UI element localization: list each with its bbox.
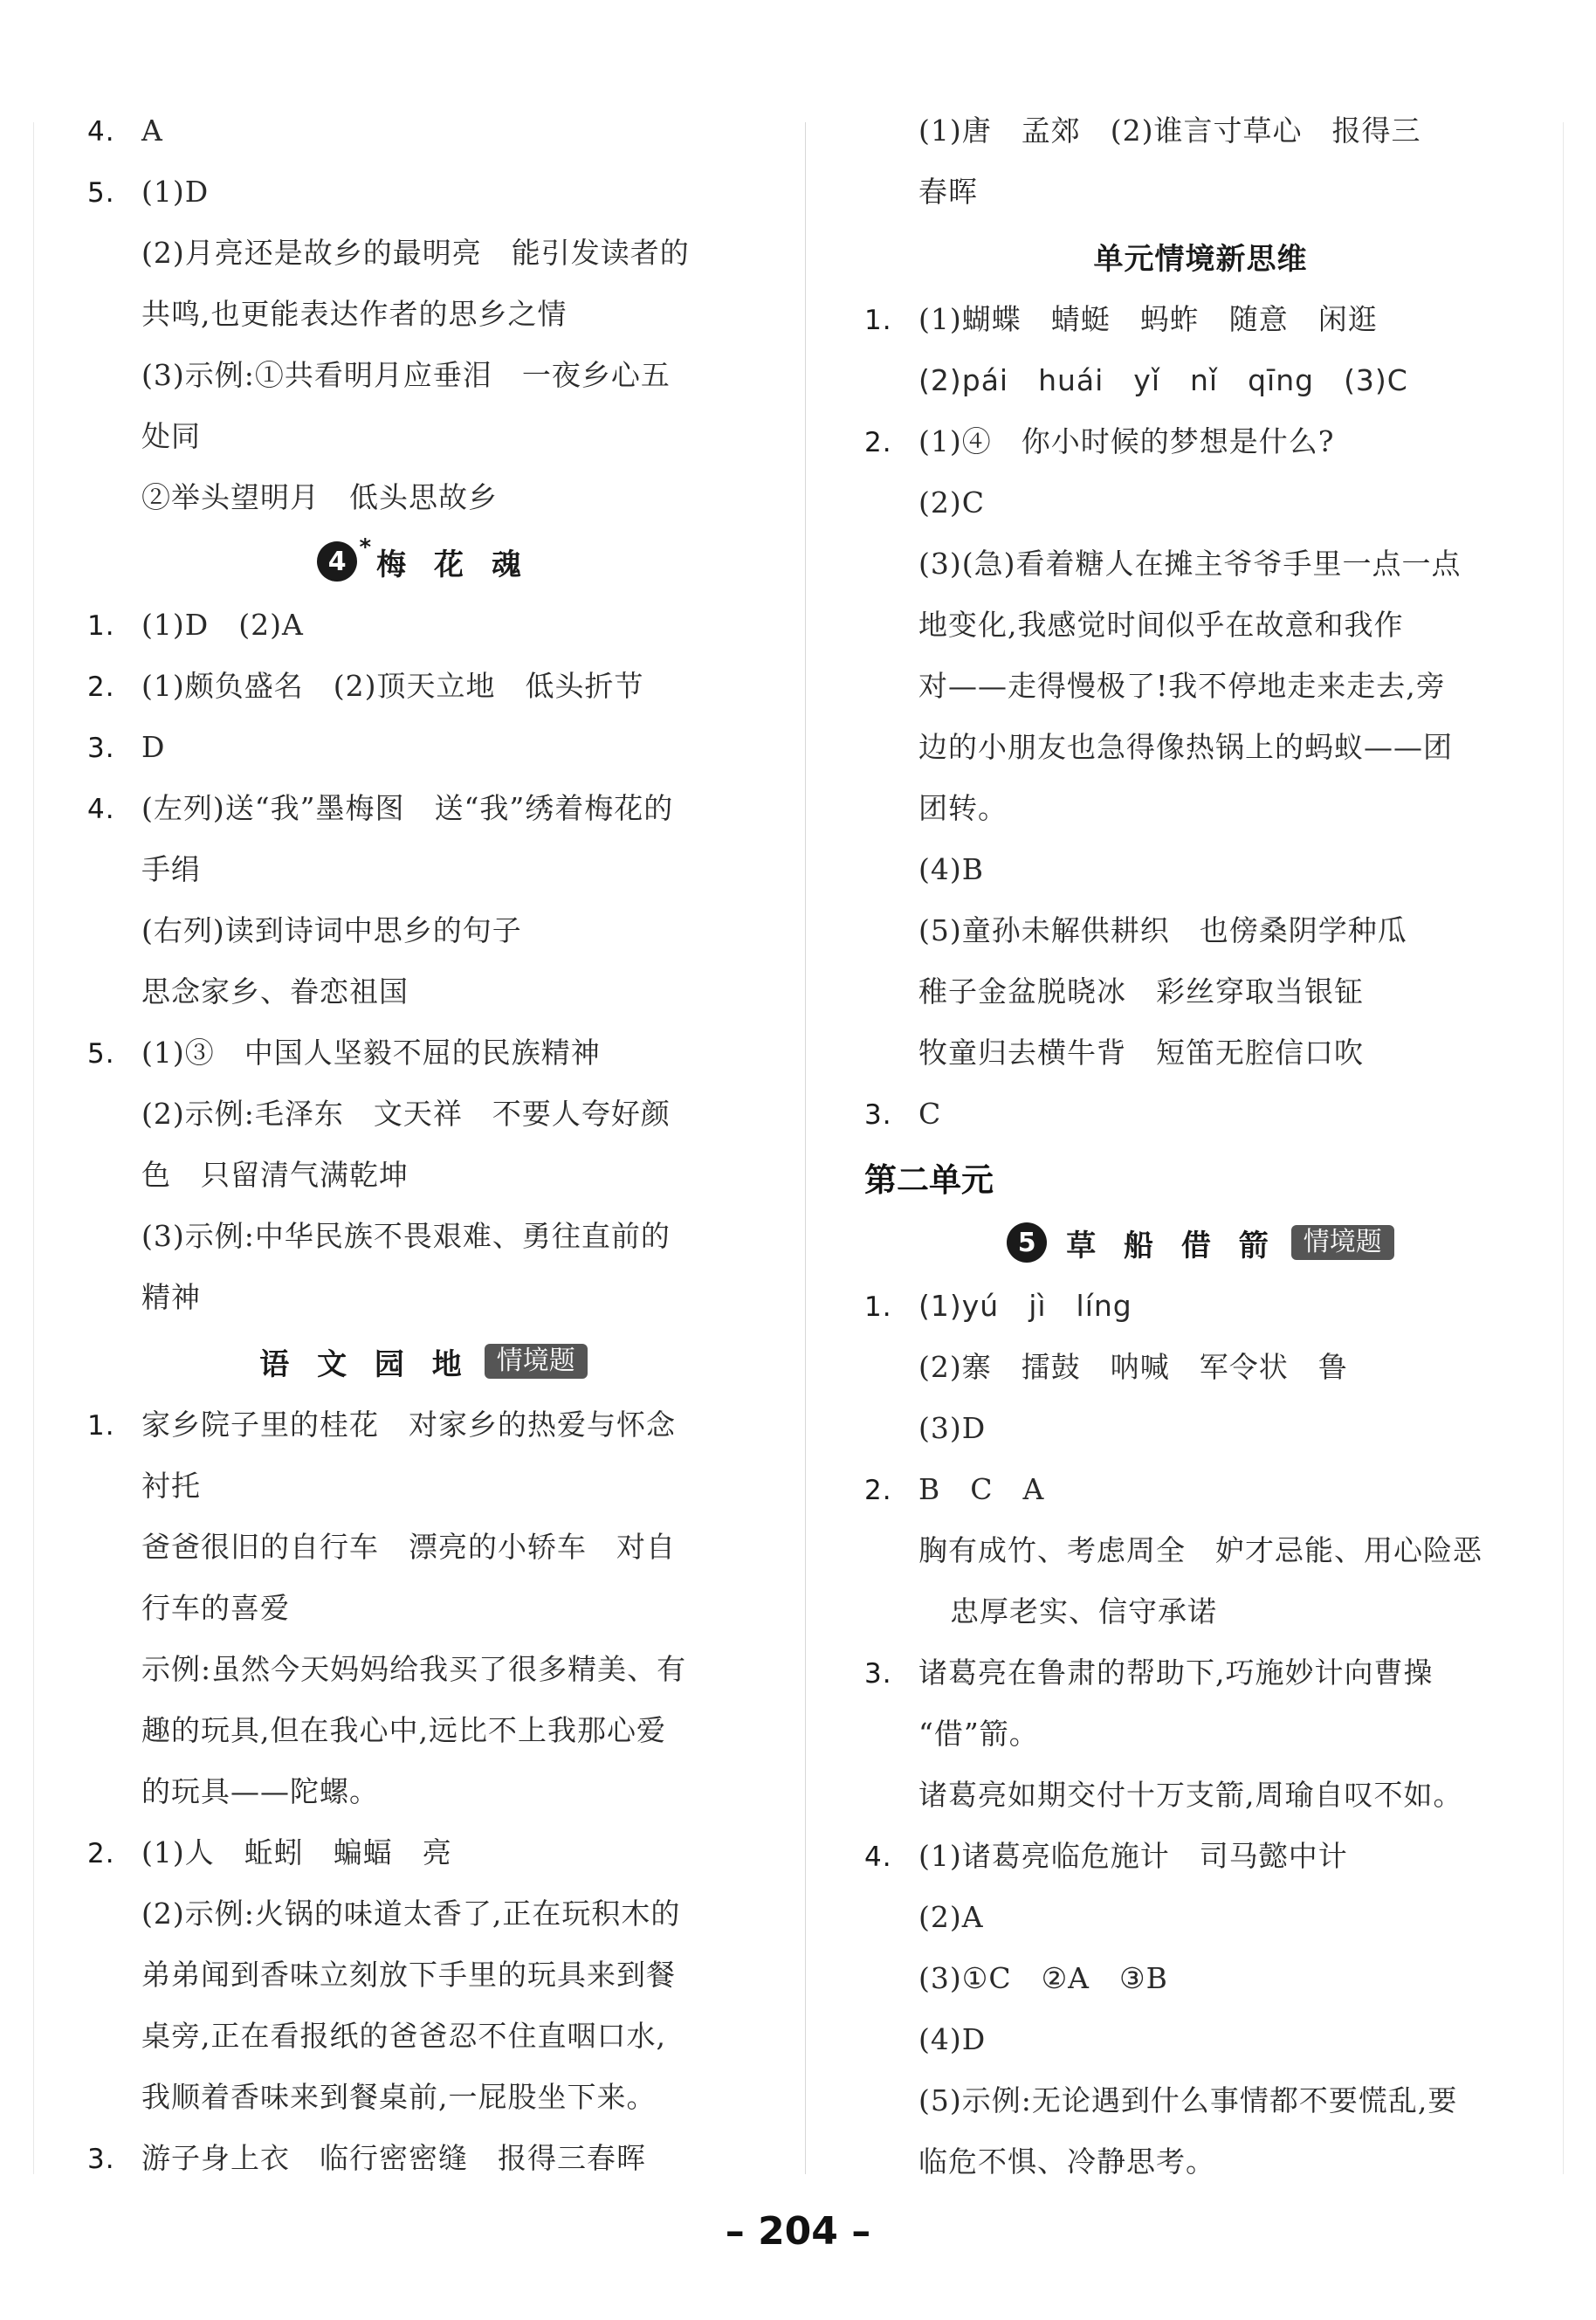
answer-line: (4)B: [918, 852, 984, 886]
answer-line: 边的小朋友也急得像热锅上的蚂蚁——团: [918, 730, 1453, 764]
answer-item: 4. (左列)送“我”墨梅图 送“我”绣着梅花的: [87, 791, 674, 825]
lesson-title: 梅 花 魂: [376, 547, 530, 582]
section-title: 单元情境新思维: [1093, 241, 1308, 277]
lesson-number-badge: 4 *: [317, 541, 357, 582]
right-column: [864, 100, 1537, 2193]
answer-item: 1. 家乡院子里的桂花 对家乡的热爱与怀念: [87, 1408, 676, 1442]
scenario-tag: 情境题: [1291, 1225, 1394, 1260]
lesson-title: 草 船 借 箭: [1066, 1228, 1277, 1263]
answer-item: 1. (1)蝴蝶 蜻蜓 蚂蚱 随意 闲逛: [864, 302, 1378, 336]
answer-item: 4. A: [87, 114, 163, 148]
answer-line: (4)D: [918, 2022, 987, 2056]
answer-line: (3)示例:①共看明月应垂泪 一夜乡心五: [141, 358, 671, 392]
answer-line: 示例:虽然今天妈妈给我买了很多精美、有: [141, 1652, 687, 1686]
answer-line: 对——走得慢极了!我不停地走来走去,旁: [918, 669, 1446, 703]
answer-item: 3. 游子身上衣 临行密密缝 报得三春晖: [87, 2141, 646, 2175]
answer-line: 衬托: [141, 1469, 201, 1503]
page-number: – 204 –: [725, 2209, 871, 2254]
answer-item: 5. (1)D: [87, 175, 210, 209]
answer-line: ②举头望明月 低头思故乡: [141, 480, 498, 514]
answer-line: 手绢: [141, 852, 201, 886]
answer-line: 精神: [141, 1280, 201, 1314]
answer-line: (3)(急)看着糖人在摊主爷爷手里一点一点: [918, 547, 1462, 581]
answer-line: 共鸣,也更能表达作者的思乡之情: [141, 297, 568, 331]
answer-line: 春晖: [918, 175, 978, 209]
answer-line: (3)D: [918, 1411, 987, 1445]
answer-line: (1)唐 孟郊 (2)谁言寸草心 报得三: [918, 114, 1421, 148]
answer-line: 团转。: [918, 791, 1008, 825]
answer-line: 稚子金盆脱晓冰 彩丝穿取当银钲: [918, 974, 1364, 1009]
left-column: [87, 100, 760, 2189]
answer-line: (5)童孙未解供耕织 也傍桑阴学种瓜: [918, 913, 1407, 947]
lesson-heading: [87, 528, 760, 595]
section-heading: [87, 1328, 760, 1394]
answer-line: 诸葛亮如期交付十万支箭,周瑜自叹不如。: [918, 1778, 1463, 1812]
answer-item: 4. (1)诸葛亮临危施计 司马懿中计: [864, 1839, 1348, 1873]
answer-line: (2)示例:毛泽东 文天祥 不要人夸好颜: [141, 1097, 671, 1131]
answer-line: (3)示例:中华民族不畏艰难、勇往直前的: [141, 1219, 671, 1253]
answer-line: 忠厚老实、信守承诺: [950, 1594, 1217, 1628]
answer-item: 1. (1)yú jì líng: [864, 1289, 1132, 1323]
answer-line: (5)示例:无论遇到什么事情都不要慌乱,要: [918, 2083, 1458, 2117]
answer-line: 弟弟闻到香味立刻放下手里的玩具来到餐: [141, 1958, 676, 1992]
answer-line: 色 只留清气满乾坤: [141, 1158, 409, 1192]
answer-item: 3. C: [864, 1097, 942, 1131]
page-edge-right: [1563, 122, 1564, 2174]
answer-line: (2)C: [918, 485, 985, 520]
unit-heading: 第二单元: [864, 1161, 994, 1199]
answer-line: (2)寨 擂鼓 呐喊 军令状 鲁: [918, 1350, 1348, 1384]
star-icon: *: [359, 534, 372, 561]
answer-line: “借”箭。: [918, 1717, 1039, 1751]
answer-line: (2)月亮还是故乡的最明亮 能引发读者的: [141, 236, 690, 270]
section-heading: [864, 223, 1537, 289]
answer-item: 5. (1)③ 中国人坚毅不屈的民族精神: [87, 1036, 601, 1070]
answer-item: 1. (1)D (2)A: [87, 608, 304, 642]
section-title: 语 文 园 地: [259, 1346, 471, 1382]
answer-line: 临危不惧、冷静思考。: [918, 2144, 1215, 2179]
answer-line: 桌旁,正在看报纸的爸爸忍不住直咽口水,: [141, 2019, 666, 2053]
answer-line: 爸爸很旧的自行车 漂亮的小轿车 对自: [141, 1530, 676, 1564]
answer-line: (2)示例:火锅的味道太香了,正在玩积木的: [141, 1897, 681, 1931]
answer-item: 2. (1)④ 你小时候的梦想是什么?: [864, 424, 1335, 458]
answer-line: 行车的喜爱: [141, 1591, 290, 1625]
answer-item: 2. (1)颇负盛名 (2)顶天立地 低头折节: [87, 669, 644, 703]
answer-line: 处同: [141, 419, 201, 453]
lesson-heading: [864, 1209, 1537, 1276]
scenario-tag: 情境题: [485, 1344, 588, 1379]
answer-line: 牧童归去横牛背 短笛无腔信口吹: [918, 1036, 1364, 1070]
answer-item: 3. 诸葛亮在鲁肃的帮助下,巧施妙计向曹操: [864, 1656, 1434, 1690]
column-divider: [805, 122, 806, 2174]
answer-line: (2)pái huái yǐ nǐ qīng (3)C: [918, 363, 1408, 397]
answer-line: 胸有成竹、考虑周全 妒才忌能、用心险恶: [918, 1533, 1482, 1567]
answer-line: 地变化,我感觉时间似乎在故意和我作: [918, 608, 1404, 642]
answer-item: 3. D: [87, 730, 166, 764]
answer-line: (2)A: [918, 1900, 984, 1934]
lesson-number-badge: 5: [1007, 1222, 1047, 1263]
answer-item: 2. (1)人 蚯蚓 蝙蝠 亮: [87, 1835, 452, 1869]
answer-line: (右列)读到诗词中思乡的句子: [141, 913, 522, 947]
answer-line: 思念家乡、眷恋祖国: [141, 974, 409, 1009]
answer-item: 2. B C A: [864, 1472, 1045, 1506]
answer-line: 的玩具——陀螺。: [141, 1774, 379, 1808]
answer-line: 我顺着香味来到餐桌前,一屁股坐下来。: [141, 2080, 657, 2114]
page-edge-left: [33, 122, 34, 2174]
answer-line: (3)①C ②A ③B: [918, 1961, 1168, 1995]
answer-line: 趣的玩具,但在我心中,远比不上我那心爱: [141, 1713, 666, 1747]
